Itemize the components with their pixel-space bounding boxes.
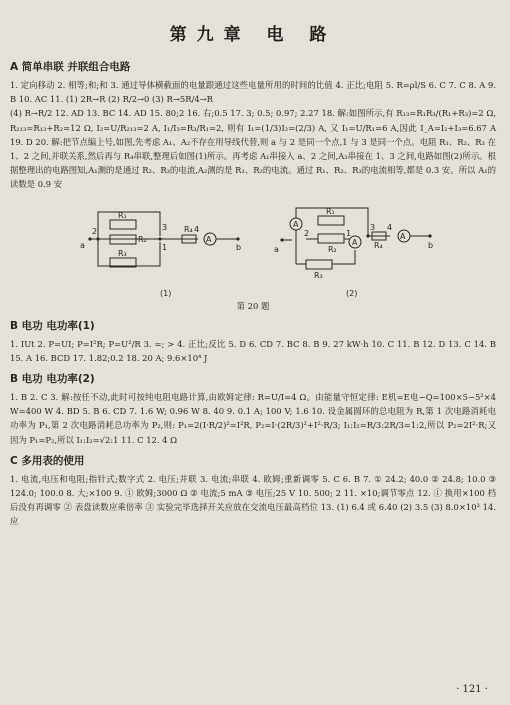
section-c-answers: 1. 电流,电压和电阻;指针式;数字式 2. 电压;并联 3. 电流;串联 4. 欧姆;重新调零 5. C 6. B 7. ① 24.2; 40.0 ② 24.8; 10.0 ③ 124.0; 100.0 8. 大;×100 9. ① 欧姆;3000 Ω ② 电流;5 mA ③ 电压;25 V 10. 500; 2 11. ×10;调节零点 12. ① 换用×100 档后没有再调零 ② 表盘读数应乘倍率 ③ 实验完毕选择开关应放在交流电压最高档位 13. (1) 6.4 或 6.40 (2) 3.5 (3) 8.0×10³ 14. 应 (10, 473, 496, 527)
section-b1-answers: 1. IUt 2. P=UI; P=I²R; P=U²/R 3. =; > 4. 正比;反比 5. D 6. CD 7. BC 8. B 9. 27 kW·h 10. C 11. B 12. D 13. C 14. B 15. A 16. BCD 17. 1.82;0.2 18. 20 A; 9.6×10⁴ J (10, 338, 496, 363)
section-b2-answers: 1. B 2. C 3. 解:按任不动,此时可按纯电阻电路计算,由欧姆定律: R=U/I=4 Ω。由能量守恒定律: E机=E电−Q=100×5−5²×4 W=400 W 4. BD 5. B 6. CD 7. 1.6 W; 0.96 W 8. 40 9. 0.1 A; 100 V; 1.6 10. 设金属圆环的总电阻为 R,第 1 次电路消耗电功率为 P₁,第 2 次电路消耗总功率为 P₂,则: P₁=2(I·R/2)²=I²R, P₂=I·(2R/3)²+I²·R/3; I₁:I₂=R/3:2R/3=1:2,所以 P₂=2I²·R;又因为 P₁=P₂,所以 I₁:I₂=√2:1 11. C 12. 4 Ω (10, 392, 496, 445)
section-a-answers-2: (4) R→R/2 12. AD 13. BC 14. AD 15. 80;2 16. 右;0.5 17. 3; 0.5; 0.97; 2.27 18. 解:如图所示,有 R₁₃=R₁R₃/(R₁+R₃)=2 Ω, R₂₁₃=R₁₃+R₂=12 Ω, I₂=U/R₂₁₃=2 A, I₁/I₃=R₃/R₁=2, 则有 I₁=(1/3)I₂=(2/3) A, 又 I₁=U/R₁=6 A,因此 I_A=I₂+I₃=6.67 A 19. D 20. 解:把节点编上号,如图,先考虑 A₁、A₂不存在用导线代替,则 a 与 2 是同一个点,1 与 3 是同一个点。电阻 R₁、R₂、R₃ 在 1、2 之间,并联关系,然后再与 R₄串联,整理后如图(1)所示。再考虑 A₁串接入 a、2 之间,A₂串接在 1、3 之间,电路如图(2)所示。根据整理出的电路图知,A₁测的是通过 R₂、R₃的电流,A₂测的是 R₁、R₂的电流。通过 R₁、R₂、R₃的电流相等,都是 0.3 安。所以 A₁的读数是 0.9 安 (10, 108, 496, 190)
fig1-node-1: 1 (162, 242, 168, 252)
fig2-r4-label: R₄ (374, 240, 383, 250)
fig2-node-2: 2 (304, 228, 310, 238)
fig1-node-3: 3 (162, 222, 168, 232)
section-a-title: A 简单串联 并联组合电路 (10, 61, 131, 73)
fig2-r2-label: R₂ (328, 244, 337, 254)
section-a-answers-1: 1. 定向移动 2. 相等;和;和 3. 通过导体横截面的电量跟通过这些电量所用的时间的比值 4. 正比;电阻 5. R=ρl/S 6. C 7. C 8. A 9. B 10. AC 11. (1) 2R→R (2) R/2→0 (3) R→5R/4→R (10, 80, 496, 105)
page-number: · 121 · (456, 684, 488, 695)
fig1-terminal-a: a (80, 240, 85, 250)
fig2-caption: (2) (346, 288, 358, 298)
fig2-terminal-a: a (274, 244, 279, 254)
figure-label: 第 20 题 (236, 300, 270, 311)
section-c-title: C 多用表的使用 (10, 454, 85, 467)
fig1-r4-label: R₄ (184, 224, 193, 234)
fig2-ammeter1-label: A (293, 219, 299, 229)
fig1-r2-label: R₂ (138, 234, 147, 244)
fig1-caption: (1) (160, 288, 172, 298)
fig2-node-1: 1 (346, 228, 352, 238)
fig1-node-2: 2 (92, 226, 98, 236)
fig2-ammeter2-label: A (352, 237, 358, 247)
fig2-ammeter3-label: A (400, 231, 406, 241)
fig2-r3-label: R₃ (314, 270, 323, 280)
fig1-terminal-b: b (236, 242, 242, 252)
circuit-diagram-svg (10, 196, 496, 300)
fig2-node-3: 3 (370, 222, 376, 232)
fig1-r1-label: R₁ (118, 210, 127, 220)
fig2-node-4: 4 (387, 222, 393, 232)
fig1-node-4: 4 (194, 224, 200, 234)
fig1-ammeter-label: A (206, 234, 212, 244)
chapter-title: 第九章 电 路 (169, 25, 337, 45)
section-b1-title: B 电功 电功率(1) (10, 319, 95, 332)
fig2-terminal-b: b (428, 240, 434, 250)
fig2-r1-label: R₁ (326, 206, 335, 216)
circuit-diagrams (10, 196, 496, 300)
fig1-r3-label: R₃ (118, 248, 127, 258)
section-b2-title: B 电功 电功率(2) (10, 373, 95, 386)
